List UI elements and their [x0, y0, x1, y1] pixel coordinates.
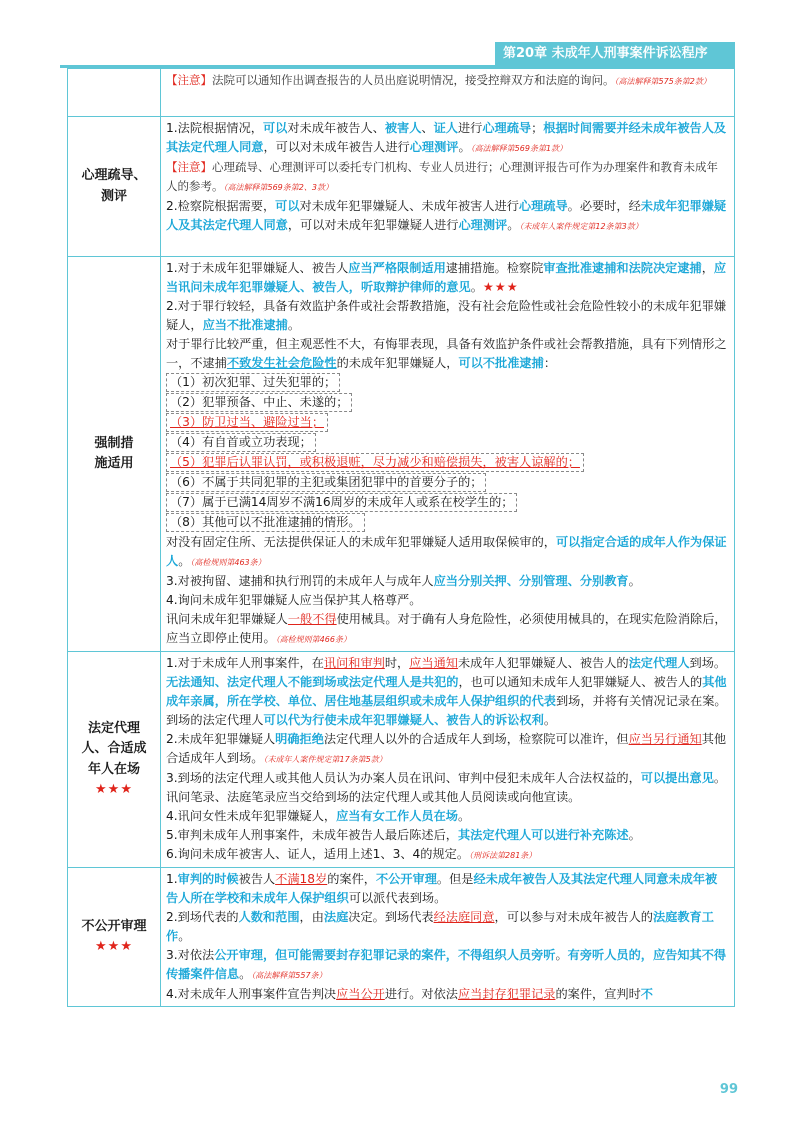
- text: 对于罪行比较严重，但主观恶性不大，有悔罪表现，具备有效监护条件或社会帮教措施，具有下列情形之一，不逮捕: [166, 337, 727, 370]
- row-content-psychological: [161, 117, 735, 257]
- list-item: [166, 473, 729, 493]
- text: 2.到场代表的: [166, 910, 239, 924]
- paragraph: [166, 730, 729, 769]
- row-content-coercive-measures: [161, 257, 735, 652]
- label-line: 法定代理: [87, 721, 140, 737]
- text: 到场，并将有关情况记录在案。到场的法定代理人: [166, 694, 727, 727]
- highlight: 根据时间需要并经未成年被告人及其法定代理人同意: [166, 121, 727, 154]
- list-item: [166, 393, 729, 413]
- text: 1.: [166, 872, 178, 886]
- highlight: 应当公开: [336, 987, 385, 1001]
- highlight: 可以指定合适的成年人作为保证人: [166, 535, 727, 568]
- paragraph: 4.询问未成年犯罪嫌疑人应当保护其人格尊严。: [166, 593, 422, 607]
- highlight: 有旁听人员的，应告知其不得传播案件信息: [166, 948, 727, 981]
- text: 5.审判未成年人刑事案件，未成年被告人最后陈述后，: [166, 828, 458, 842]
- text: 。: [287, 318, 301, 332]
- list-item: [166, 373, 729, 393]
- list-item: [166, 493, 729, 513]
- text: 。: [543, 713, 556, 727]
- label-line: 强制措: [94, 435, 134, 451]
- text: 4.对未成年人刑事案件宣告判决: [166, 987, 337, 1001]
- legal-reference: （未成年人案件规定第17条第5款）: [263, 755, 387, 764]
- row-content-report-note: [161, 69, 735, 117]
- highlight: 审判的时候: [177, 872, 239, 886]
- paragraph: [166, 259, 729, 297]
- highlight: 不满18岁: [275, 872, 328, 886]
- highlight: 经法庭同意: [433, 910, 495, 924]
- text: ，可以对未成年被告人进行: [263, 140, 410, 154]
- text: 。: [178, 929, 191, 943]
- highlight: 证人: [433, 121, 458, 135]
- text: ，可以参与对未成年被告人的: [494, 910, 653, 924]
- legal-reference: （刑诉法第281条）: [469, 851, 537, 860]
- text: 讯问未成年犯罪嫌疑人: [166, 612, 288, 626]
- list-item-text: （2）犯罪预备、中止、未遂的；: [166, 393, 352, 412]
- highlight: 心理疏导: [482, 121, 532, 135]
- text: 对未成年被告人、: [287, 121, 385, 135]
- highlight: 其他成年亲属，所在学校、单位、居住地基层组织或未成年人保护组织的代表: [166, 675, 727, 708]
- table-row: [68, 868, 735, 1007]
- paragraph: [166, 908, 729, 946]
- text: 3.对依法: [166, 948, 215, 962]
- list-item: [166, 413, 729, 433]
- highlight: 无法通知、法定代理人不能到场或法定代理人是共犯的: [166, 675, 459, 689]
- table-row: [68, 117, 735, 257]
- label-line: 心理疏导、: [81, 168, 147, 184]
- label-line: 测评: [100, 188, 127, 204]
- text: 可以派代表到场。: [348, 891, 447, 905]
- highlight: 法庭教育工作: [166, 910, 714, 943]
- highlight: 应当不批准逮捕: [202, 318, 288, 332]
- text: 。: [555, 948, 568, 962]
- highlight: 应当另行通知: [628, 732, 702, 746]
- highlight: 应当封存犯罪记录: [457, 987, 556, 1001]
- text: 法定代理人以外的合适成年人到场，检察院可以准许，但: [323, 732, 629, 746]
- list-item-text: （5）犯罪后认罪认罚，或积极退赃，尽力减少和赔偿损失，被害人谅解的；: [166, 453, 584, 472]
- text: 到场。: [689, 656, 727, 670]
- importance-stars: ★★★: [95, 939, 133, 954]
- paragraph: [166, 845, 729, 865]
- legal-reference: （高检规则第463条）: [190, 558, 266, 567]
- paragraph: [166, 769, 729, 807]
- paragraph: [166, 71, 729, 91]
- text: 对没有固定住所、无法提供保证人的未成年犯罪嫌疑人适用取保候审的，: [166, 535, 556, 549]
- highlight: 可以不批准逮捕: [458, 356, 544, 370]
- paragraph: [166, 533, 729, 572]
- highlight: 讯问和审判: [323, 656, 385, 670]
- paragraph: [166, 119, 729, 158]
- paragraph: [166, 870, 729, 908]
- paragraph: [166, 335, 729, 373]
- list-item-text: （7）属于已满14周岁不满16周岁的未成年人或系在校学生的；: [166, 493, 517, 512]
- highlight: 被害人: [384, 121, 422, 135]
- text: 的未成年犯罪嫌疑人，: [336, 356, 459, 370]
- text: ，也可以通知未成年人犯罪嫌疑人、被告人的: [458, 675, 703, 689]
- highlight: 可以提出意见: [640, 771, 714, 785]
- list-item: [166, 513, 729, 533]
- highlight: 法定代理人: [628, 656, 690, 670]
- table-row: [68, 257, 735, 652]
- highlight: 心理测评: [409, 140, 459, 154]
- text: 时，: [384, 656, 410, 670]
- row-label-psychological: [68, 117, 161, 257]
- chapter-title-banner: 第20章 未成年人刑事案件诉讼程序: [495, 42, 735, 66]
- text: ：: [543, 356, 556, 370]
- list-item-text: （3）防卫过当、避险过当；: [166, 413, 328, 432]
- text: 。: [239, 967, 252, 981]
- text: 。: [470, 280, 483, 294]
- highlight: 应当严格限制适用: [348, 261, 446, 275]
- table-row: [68, 652, 735, 868]
- text: ，可以对未成年犯罪嫌疑人进行: [287, 218, 459, 232]
- highlight: 应当分别关押、分别管理、分别教育: [433, 574, 629, 588]
- highlight: 经未成年被告人及其法定代理人同意未成年被告人所在学校和未成年人保护组织: [166, 872, 718, 905]
- row-label-guardian-presence: [68, 652, 161, 868]
- highlight: 一般不得: [287, 612, 337, 626]
- label-line: 不公开审理: [81, 918, 147, 934]
- text: 1.法院根据情况，: [166, 121, 263, 135]
- text: 1.对于未成年犯罪嫌疑人、被告人: [166, 261, 349, 275]
- highlight: 公开审理，但可能需要封存犯罪记录的案件，不得组织人员旁听: [214, 948, 556, 962]
- paragraph: [166, 807, 729, 826]
- highlight: 可以代为行使未成年犯罪嫌疑人、被告人的诉讼权利: [263, 713, 544, 727]
- list-item-text: （8）其他可以不批准逮捕的情形。: [166, 513, 365, 532]
- paragraph: [166, 946, 729, 985]
- importance-stars: ★★★: [482, 280, 519, 294]
- row-label-coercive-measures: [68, 257, 161, 652]
- text: 6.询问未成年被害人、证人，适用上述1、3、4的规定。: [166, 847, 470, 861]
- highlight: 心理测评: [458, 218, 508, 232]
- legal-reference: （高法解释第575条第2款）: [614, 77, 711, 86]
- list-item: [166, 433, 729, 453]
- paragraph: [166, 197, 729, 236]
- text: 。: [458, 140, 471, 154]
- text: 进行。对依法: [384, 987, 458, 1001]
- text: ，: [701, 261, 714, 275]
- highlight: 明确拒绝: [275, 732, 324, 746]
- paragraph: [166, 158, 729, 197]
- table-row: [68, 69, 735, 117]
- paragraph: [166, 297, 729, 335]
- text: 使用械具。对于确有人身危险性，必须使用械具的，在现实危险消除后，应当立即停止使用。: [166, 612, 727, 645]
- row-label-closed-trial: [68, 868, 161, 1007]
- text: 的案件，: [327, 872, 376, 886]
- highlight: 应当有女工作人员在场: [336, 809, 458, 823]
- text: 被告人: [238, 872, 276, 886]
- text: 逮捕措施。检察院: [445, 261, 544, 275]
- text: 。: [628, 828, 641, 842]
- highlight: 人数和范围: [238, 910, 300, 924]
- highlight: 不致发生社会危险性: [226, 356, 337, 370]
- highlight: 应当通知: [409, 656, 458, 670]
- text: 1.对于未成年人刑事案件，在: [166, 656, 324, 670]
- highlight: 其法定代理人可以进行补充陈述: [457, 828, 629, 842]
- highlight: 审查批准逮捕和法院决定逮捕: [543, 261, 702, 275]
- list-item: [166, 453, 729, 473]
- list-item-text: （4）有自首或立功表现；: [166, 433, 316, 452]
- text: 、: [421, 121, 434, 135]
- text: 决定。到场代表: [348, 910, 434, 924]
- legal-reference: （未成年人案件规定第12条第3款）: [519, 222, 643, 231]
- text: 。: [628, 574, 641, 588]
- page-number: 99: [719, 1082, 738, 1097]
- highlight: 可以: [275, 199, 300, 213]
- importance-stars: ★★★: [95, 781, 133, 797]
- label-line: 施适用: [94, 456, 134, 471]
- text: 其他合适成年人到场。: [166, 732, 727, 765]
- text: 。讯问笔录、法庭笔录应当交给到场的法定代理人或其他人员阅读或向他宣读。: [166, 771, 727, 804]
- text: ；: [531, 121, 544, 135]
- text: 。: [507, 218, 520, 232]
- text: 。: [178, 554, 191, 568]
- text: 3.对被拘留、逮捕和执行刑罚的未成年人与成年人: [166, 574, 434, 588]
- highlight: 法庭: [323, 910, 349, 924]
- highlight: 应当讯问未成年犯罪嫌疑人、被告人，听取辩护律师的意见: [166, 261, 727, 294]
- row-label-empty: [68, 69, 161, 117]
- highlight: 未成年犯罪嫌疑人及其法定代理人同意: [166, 199, 727, 232]
- text: 进行: [457, 121, 483, 135]
- text: 对未成年犯罪嫌疑人、未成年被害人进行: [299, 199, 519, 213]
- row-content-closed-trial: [161, 868, 735, 1007]
- text: 。必要时，经: [567, 199, 641, 213]
- highlight: 不: [640, 987, 653, 1001]
- paragraph: [166, 610, 729, 649]
- list-item-text: （1）初次犯罪、过失犯罪的；: [166, 373, 340, 392]
- note-tag: 【注意】: [166, 160, 212, 174]
- legal-reference: （高法解释第557条）: [251, 971, 327, 980]
- text: 。: [457, 809, 471, 823]
- legal-reference: （高法解释第569条第2、3款）: [223, 183, 333, 192]
- paragraph: [166, 654, 729, 730]
- paragraph: [166, 826, 729, 845]
- highlight: 可以: [262, 121, 288, 135]
- label-line: 年人在场: [87, 761, 140, 777]
- list-item-text: （6）不属于共同犯罪的主犯或集团犯罪中的首要分子的；: [166, 473, 486, 492]
- text: 3.到场的法定代理人或其他人员认为办案人员在讯问、审判中侵犯未成年人合法权益的，: [166, 771, 641, 785]
- text: 法院可以通知作出调查报告的人员出庭说明情况，接受控辩双方和法庭的询问。: [212, 73, 615, 87]
- paragraph: [166, 572, 729, 591]
- label-line: 人、合适成: [81, 741, 147, 757]
- text: 未成年人犯罪嫌疑人、被告人的: [457, 656, 629, 670]
- paragraph: [166, 985, 729, 1004]
- text: 心理疏导、心理测评可以委托专门机构、专业人员进行；心理测评报告可作为办理案件和教育未成年人的参考。: [166, 160, 718, 193]
- legal-reference: （高检规则第466条）: [275, 635, 351, 644]
- text: 的案件，宣判时: [555, 987, 641, 1001]
- text: 。但是: [436, 872, 474, 886]
- highlight: 不公开审理: [375, 872, 437, 886]
- row-content-guardian-presence: [161, 652, 735, 868]
- text: 2.检察院根据需要，: [166, 199, 276, 213]
- note-tag: 【注意】: [166, 73, 212, 87]
- text: 4.讯问女性未成年犯罪嫌疑人，: [166, 809, 337, 823]
- text: 2.未成年犯罪嫌疑人: [166, 732, 276, 746]
- highlight: 心理疏导: [518, 199, 568, 213]
- text: 2.对于罪行较轻，具备有效监护条件或社会帮教措施，没有社会危险性或社会危险性较小的未成年犯罪嫌疑人，: [166, 299, 727, 332]
- text: ，由: [299, 910, 324, 924]
- legal-reference: （高法解释第569条第1款）: [470, 144, 568, 153]
- content-table: [67, 68, 735, 1007]
